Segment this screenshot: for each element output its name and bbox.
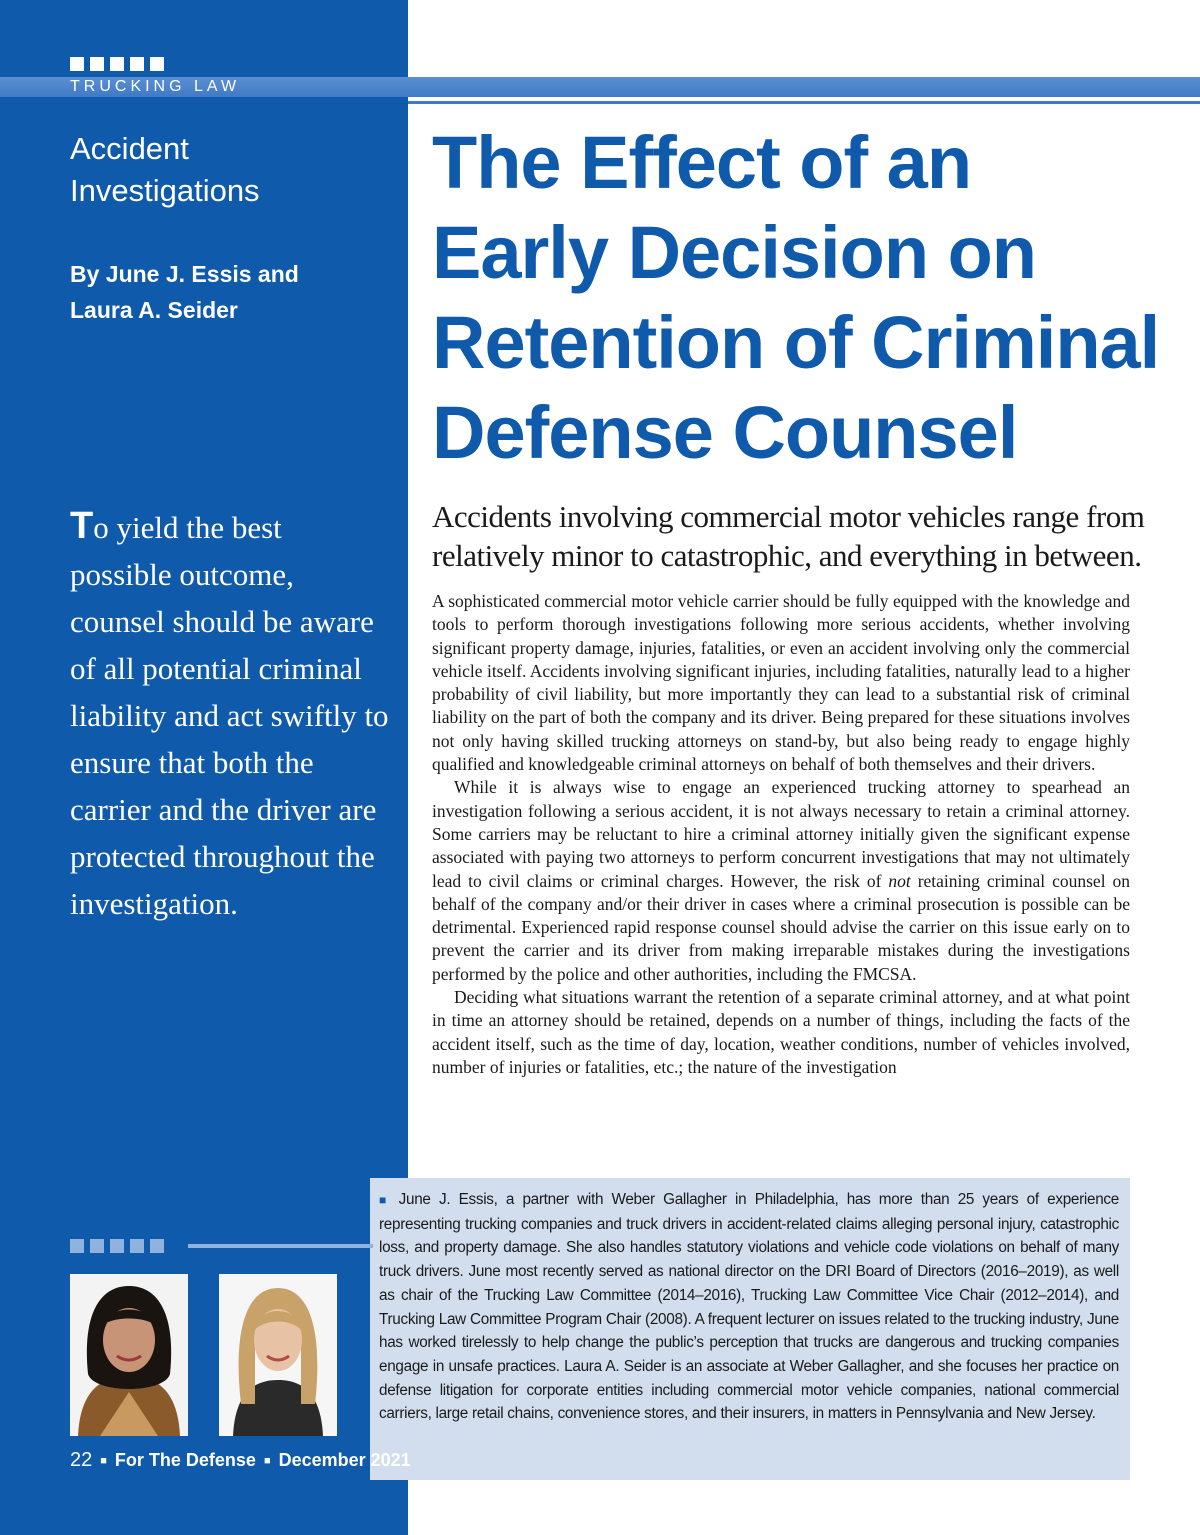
paragraph [432,776,1130,986]
author-bio [379,1188,1119,1426]
kicker-line: Investigations [70,173,260,208]
section-label: TRUCKING LAW [70,78,241,95]
title-line: Early Decision on [432,211,1036,294]
header-rule [408,101,1200,104]
page-footer [70,1449,411,1472]
drop-cap: T [70,505,94,547]
title-line: Retention of Criminal [432,301,1160,384]
section-ornament [70,57,164,71]
byline-line: By June J. Essis and [70,261,299,287]
article-deck: Accidents involving commercial motor vehicles range from relatively minor to catastrophic, and everything in between. [432,499,1145,573]
separator-icon: ■ [263,1455,271,1467]
paragraph: Deciding what situations warrant the retention of a separate criminal attorney, and at what point in time an attorney should be retained, depends on a number of things, including the facts of the accident itself, such as the time of day, location, weather conditions, number of vehicles involved, number of injuries or fatalities, etc.; the nature of the investigation [432,987,1130,1077]
pull-quote-text: o yield the best possible outcome, counsel should be aware of all potential criminal liability and act swiftly to ensure that both the carrier and the driver are protected throughout the investigation. [70,510,389,921]
emphasis: not [888,870,911,891]
title-line: The Effect of an [432,121,972,204]
title-line: Defense Counsel [432,391,1018,474]
article-title [432,118,1172,478]
kicker [70,128,390,212]
paragraph-text: retaining criminal counsel on behalf of the company and/or their driver in cases where a criminal prosecution is possible can be detrimental. Experienced rapid response counsel should advise the carrier on this issue early on to prevent the carrier and its driver from making irreparable mistakes during the investigations performed by the police and other authorities, including the FMCSA. [432,870,1131,984]
author-bio-text: June J. Essis, a partner with Weber Gallagher in Philadelphia, has more than 25 years of experience representing trucking companies and truck drivers in accident-related claims alleging personal injury, catastrophic loss, and property damage. She also handles statutory violations and vehicle code violations on behalf of many truck drivers. June most recently served as national director on the DRI Board of Directors (2016–2019), as well as chair of the Trucking Law Committee (2014–2016), Trucking Law Committee Vice Chair (2012–2014), and Trucking Law Committee Program Chair (2008). A frequent lecturer on issues related to the trucking industry, June has worked tirelessly to help change the public’s perception that trucks are dangerous and trucking companies engage in unsafe practices. Laura A. Seider is an associate at Weber Gallagher, and she focuses her practice on defense litigation for corporate entities including commercial motor vehicle companies, national commercial carriers, large retail chains, convenience stores, and their insurers, in matters in Pennsylvania and New Jersey. [379,1191,1119,1423]
pull-quote [70,503,390,927]
byline-line: Laura A. Seider [70,297,238,323]
paragraph-text: While it is always wise to engage an experienced trucking attorney to spearhead an investigation following a serious accident, it is not always necessary to retain a criminal attorney. Some carriers may be reluctant to hire a criminal attorney initially given the significant expense associated with paying two attorneys to perform concurrent investigations that may not ultimately lead to civil claims or criminal charges. However, the risk of [432,777,1130,891]
page-number: 22 [70,1449,93,1471]
separator-icon: ■ [100,1455,107,1467]
paragraph: A sophisticated commercial motor vehicle carrier should be fully equipped with the knowledge and tools to perform thorough investigations following more serious accidents, whether involving significant property damage, injuries, fatalities, or even an accident involving only the commercial vehicle itself. Accidents involving significant injuries, including fatalities, naturally lead to a higher probability of civil liability, but more importantly they can lead to a substantial risk of criminal liability on the part of both the company and its driver. Being prepared for these situations involves not only having skilled trucking attorneys on stand-by, but also being ready to engage highly qualified and knowledgeable criminal attorneys on behalf of both themselves and their drivers. [432,591,1130,775]
issue-date: December 2021 [278,1450,411,1470]
byline [70,256,390,328]
bullet-icon: ■ [379,1193,391,1207]
bio-connector-rule [188,1244,373,1248]
kicker-line: Accident [70,131,189,166]
publication-name: For The Defense [114,1450,256,1470]
author-photo-essis [70,1274,188,1436]
author-photo-seider [219,1274,337,1436]
article-body [432,590,1130,1079]
bio-ornament [70,1239,164,1253]
